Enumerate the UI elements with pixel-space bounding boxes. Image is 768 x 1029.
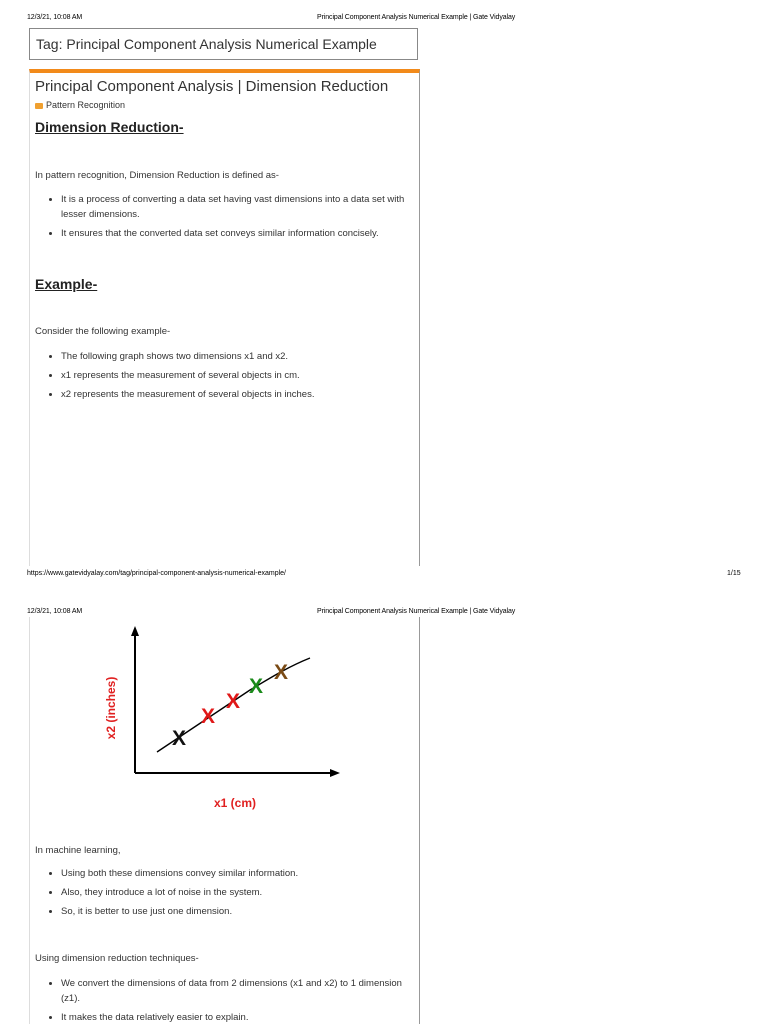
list-item: • x1 represents the measurement of several objects in cm. [61, 368, 416, 383]
page1-footer-url[interactable]: https://www.gatevidyalay.com/tag/principal-component-analysis-numerical-example/ [27, 570, 286, 577]
ml-list [47, 866, 416, 923]
page1-header-title: Principal Component Analysis Numerical Example | Gate Vidyalay [317, 14, 516, 21]
list-item: • It ensures that the converted data set conveys similar information concisely. [61, 226, 416, 241]
y-axis-arrow [131, 626, 139, 636]
list-item: • It is a process of converting a data set having vast dimensions into a data set with lesser dimensions. [61, 192, 416, 222]
intro-text: In pattern recognition, Dimension Reduction is defined as- [35, 170, 279, 181]
technique-list [47, 976, 416, 1029]
list-item: • The following graph shows two dimensions x1 and x2. [61, 349, 416, 364]
consider-text: Consider the following example- [35, 326, 171, 337]
page1-footer-page: 1/15 [727, 570, 741, 577]
data-point-marker: X [171, 727, 187, 750]
scatter-figure [95, 620, 355, 820]
page2-header-date: 12/3/21, 10:08 AM [27, 608, 83, 615]
category-link[interactable] [35, 100, 125, 110]
x-axis-arrow [330, 769, 340, 777]
category-label: Pattern Recognition [46, 100, 126, 110]
page2-header-title: Principal Component Analysis Numerical Example | Gate Vidyalay [317, 608, 516, 615]
list-item: • It makes the data relatively easier to explain. [61, 1010, 416, 1025]
heading-example: Example- [35, 276, 98, 292]
data-point-marker: X [273, 661, 289, 684]
x-axis-label: x1 (cm) [213, 796, 257, 810]
heading-dimension-reduction: Dimension Reduction- [35, 119, 184, 135]
article-title[interactable]: Principal Component Analysis | Dimension Reduction [35, 78, 389, 95]
list-item: • We convert the dimensions of data from 2 dimensions (x1 and x2) to 1 dimension (z1). [61, 976, 416, 1006]
list-item: • x2 represents the measurement of several objects in inches. [61, 387, 416, 402]
example-list [47, 349, 416, 406]
list-item: • Using both these dimensions convey similar information. [61, 866, 416, 881]
data-point-marker: X [200, 705, 216, 728]
article-panel [29, 69, 420, 566]
y-axis-label: x2 (inches) [104, 676, 118, 740]
data-point-marker: X [248, 675, 264, 698]
folder-icon [35, 103, 43, 109]
definition-list [47, 192, 416, 245]
list-item: • So, it is better to use just one dimension. [61, 904, 416, 919]
tag-box [29, 28, 418, 60]
list-item: • Also, they introduce a lot of noise in the system. [61, 885, 416, 900]
page1-header-date: 12/3/21, 10:08 AM [27, 14, 83, 21]
using-text: Using dimension reduction techniques- [35, 953, 199, 964]
tag-title: Tag: Principal Component Analysis Numerical Example [36, 36, 377, 52]
data-point-marker: X [225, 690, 241, 713]
ml-intro-text: In machine learning, [35, 845, 121, 856]
